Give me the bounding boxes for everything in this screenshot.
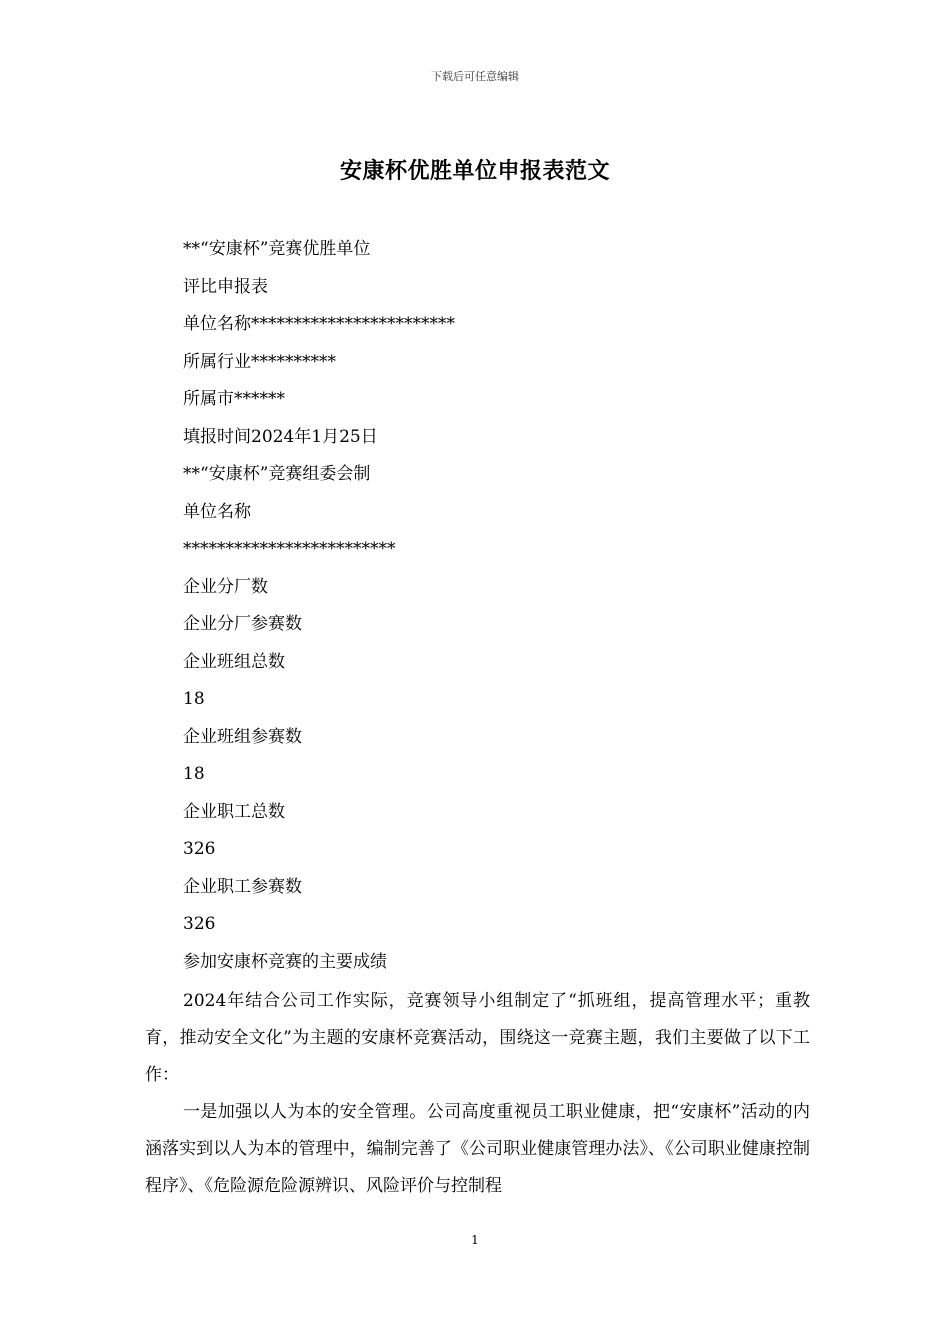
text-line: 参加安康杯竞赛的主要成绩 [183,951,387,972]
text-line: 填报时间2024年1月25日 [183,426,378,447]
text-line: 所属市****** [183,389,285,409]
page-header-note: 下载后可任意编辑 [431,70,519,83]
paragraph: 一是加强以人为本的安全管理。公司高度重视员工职业健康，把“安康杯”活动的内涵落实到以人为本的管理中，编制完善了《公司职业健康管理办法》、《公司职业健康控制程序》、《危险源危险源辨识、风险评价与控制程 [145,1102,810,1196]
text-line: 企业职工参赛数 [183,876,302,897]
text-line: 326 [183,914,216,934]
text-line: **“安康杯”竞赛优胜单位 [183,239,371,259]
text-line: 企业职工总数 [183,801,285,822]
text-line: 企业分厂参赛数 [183,614,302,634]
text-line: 18 [183,764,205,784]
text-line: ************************* [183,539,396,559]
text-line: 评比申报表 [183,276,268,297]
text-line: 单位名称 [183,501,251,522]
text-line: 企业班组总数 [183,651,285,672]
paragraph: 2024年结合公司工作实际，竞赛领导小组制定了“抓班组，提高管理水平；重教育，推动安全文化”为主题的安康杯竞赛活动，围绕这一竞赛主题，我们主要做了以下工作： [145,991,810,1085]
text-line: **“安康杯”竞赛组委会制 [183,464,371,484]
document-title: 安康杯优胜单位申报表范文 [339,158,610,184]
text-line: 所属行业********** [183,351,336,372]
text-line: 326 [183,839,216,859]
text-line: 单位名称************************ [183,314,455,334]
text-line: 18 [183,689,205,709]
page-number: 1 [471,1233,479,1247]
body-paragraphs [145,983,810,1205]
text-line: 企业分厂数 [183,576,268,597]
text-line: 企业班组参赛数 [183,726,302,747]
form-field-lines [183,234,823,984]
